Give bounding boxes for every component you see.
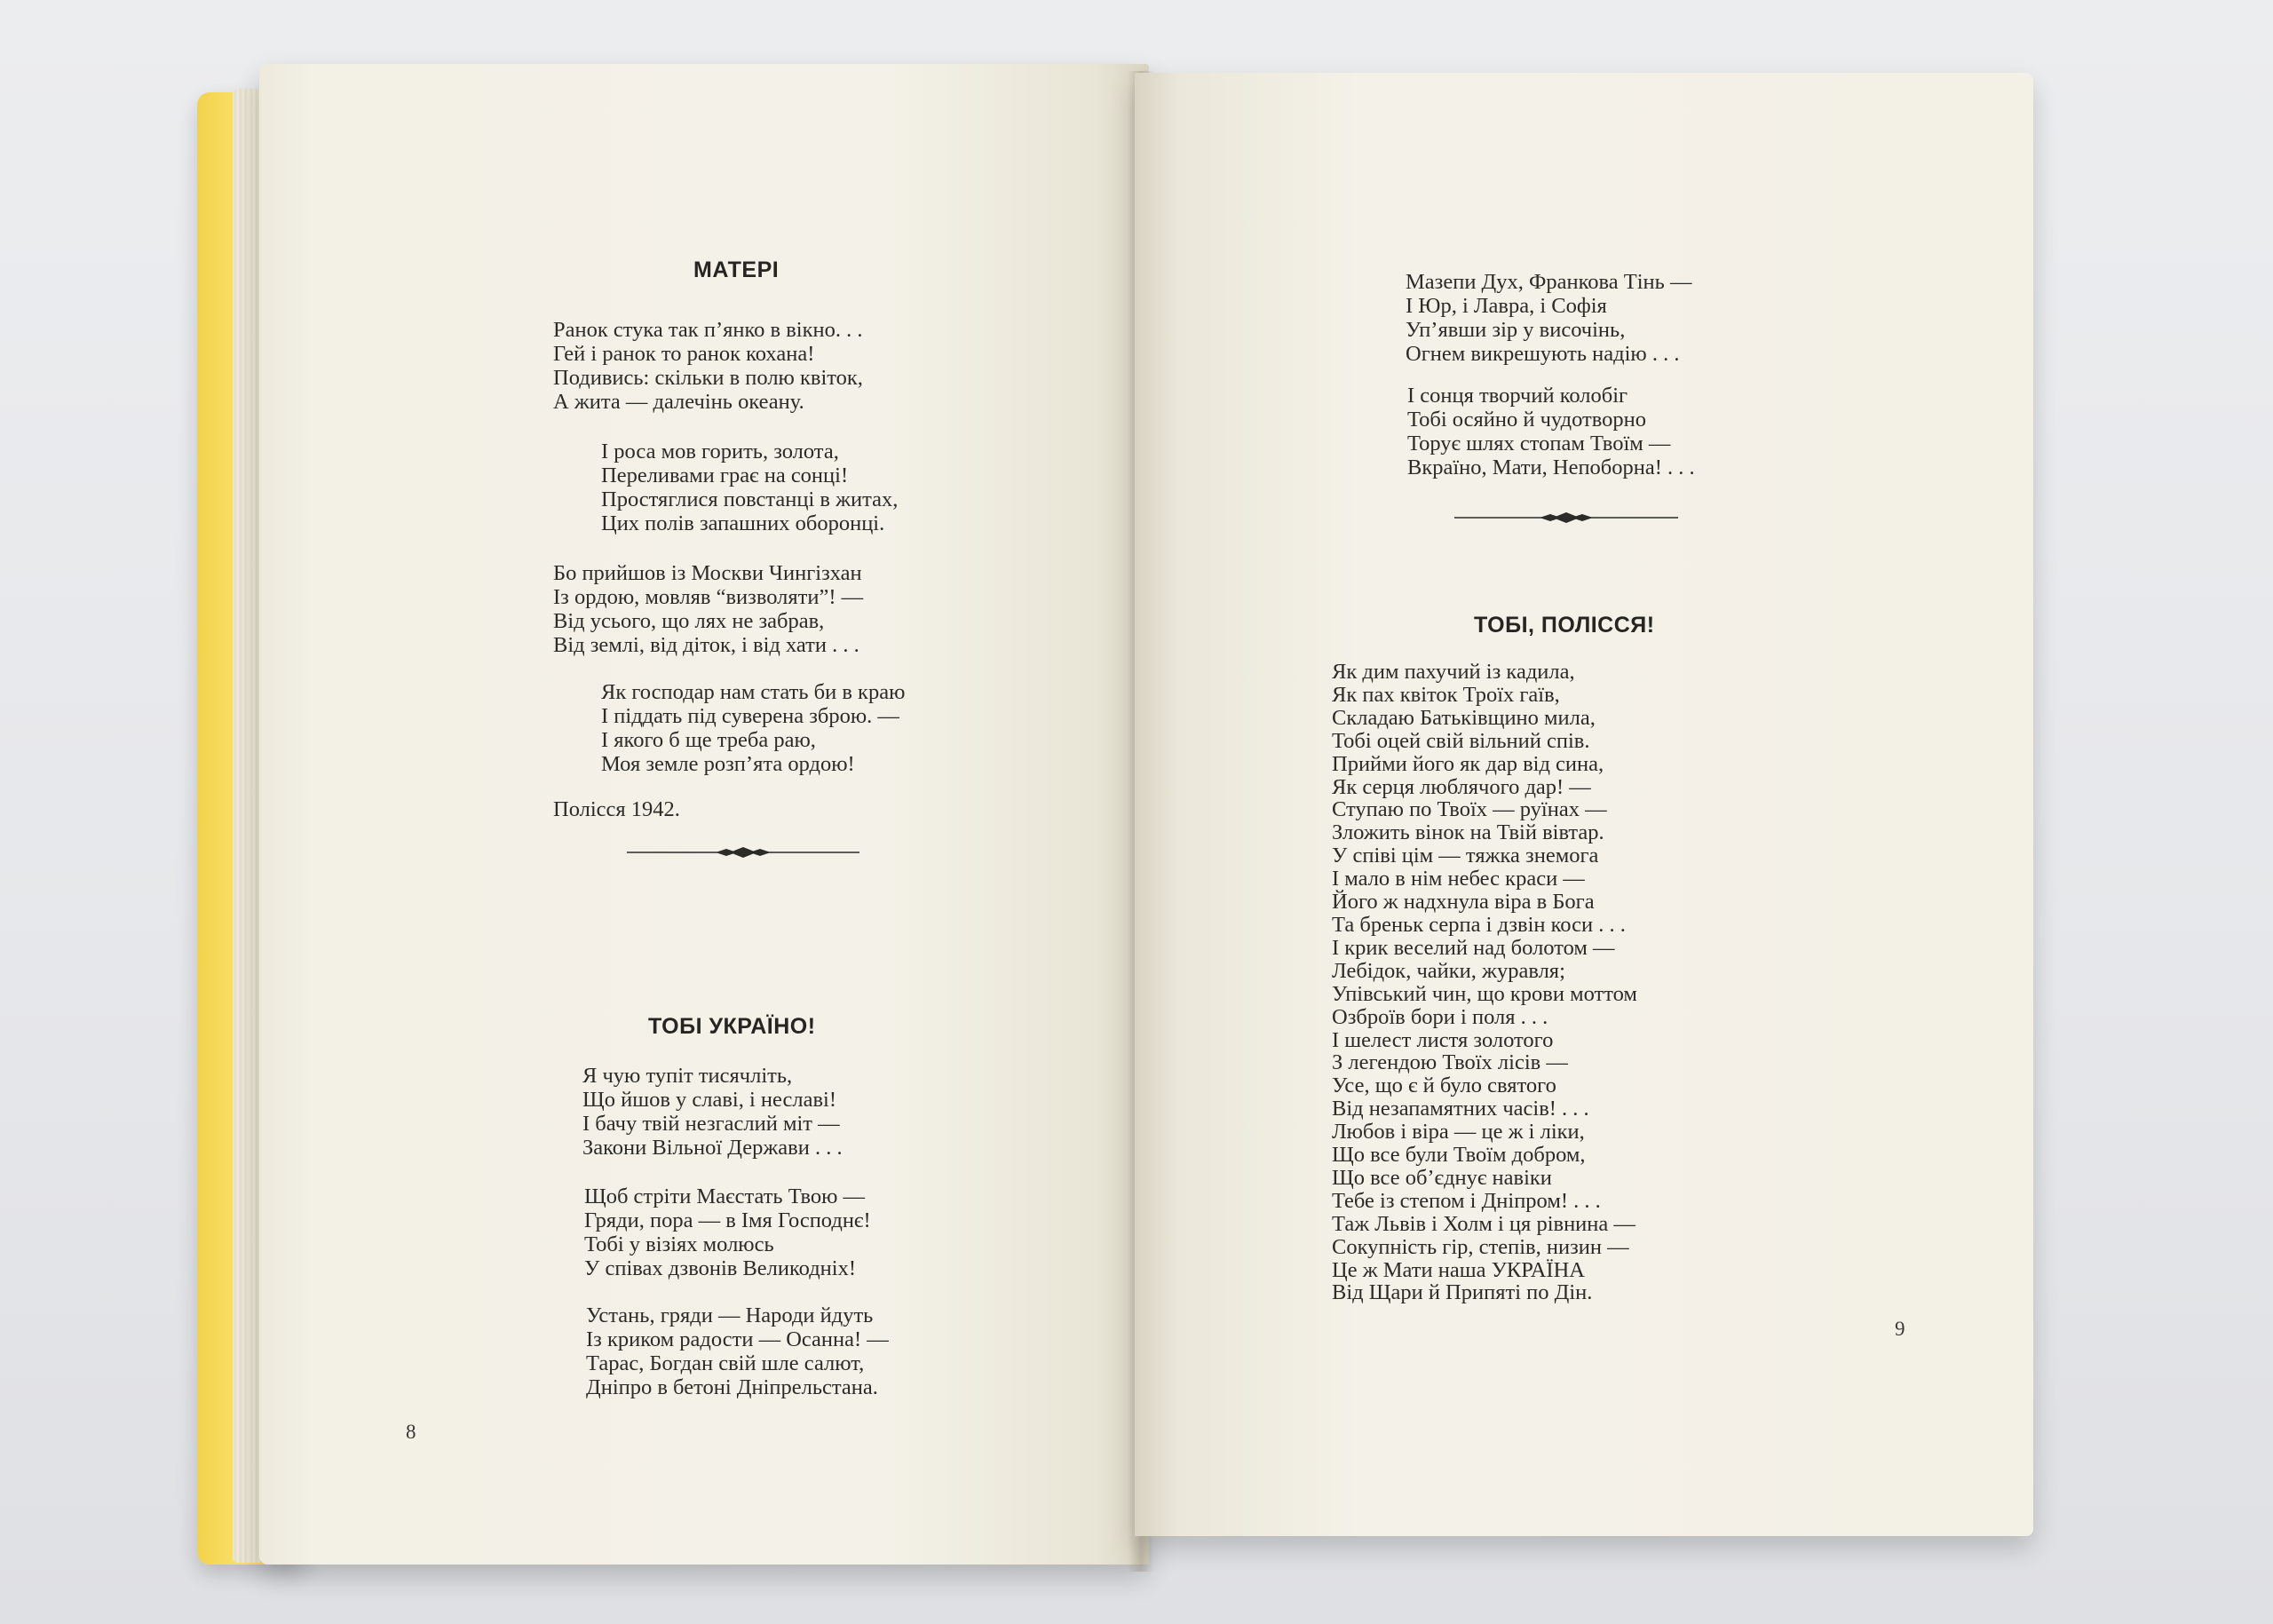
poem-line: Цих полів запашних оборонці. [601,511,885,535]
poem-line: Таж Львів і Холм і ця рівнина — [1332,1211,1635,1236]
poem-line: І піддать під суверена зброю. — [601,704,899,728]
poem-line: І бачу твій незгаслий міт — [582,1112,840,1136]
poem-line: Переливами грає на сонці! [601,463,849,487]
stanza [1406,270,1691,366]
poem-line: І шелест листя золотого [1332,1027,1554,1052]
poem-line: Уп’явши зір у височінь, [1406,318,1626,342]
stanza [582,1064,843,1160]
poem-line: Щоб стріти Маєстать Твою — [584,1184,866,1208]
poem-title-materi: МАТЕРІ [693,257,780,282]
poem-line: Тобі осяйно й чудотворно [1407,408,1646,432]
poem-title-tobi-ukraino: ТОБІ УКРАЇНО! [648,1014,816,1039]
poem-line: Я чую тупіт тисячліть, [582,1064,793,1088]
poem-line: Подивись: скільки в полю квіток, [553,366,863,390]
stanza [553,318,863,414]
poem-line: Від усього, що лях не забрав, [553,609,825,633]
page-number-right: 9 [1895,1318,1905,1340]
poem-line: І мало в нім небес краси — [1332,867,1585,891]
stanza [584,1184,871,1280]
poem-line: Та бреньк серпа і дзвін коси . . . [1332,912,1626,937]
poem-line: Упівський чин, що крови моттом [1332,981,1637,1006]
right-page [1135,73,2033,1536]
poem-line: Що все були Твоїм добром, [1332,1143,1586,1168]
poem-line: Тобі у візіях молюсь [584,1232,774,1256]
poem-line: Любов і віра — це ж і ліки, [1332,1120,1585,1145]
poem-line: Що йшов у славі, і неславі! [582,1088,837,1112]
poem-place-date: Полісся 1942. [553,797,680,821]
poem-line: Як дим пахучий із кадила, [1332,660,1575,684]
poem-line: Із криком радости — Осанна! — [586,1327,889,1351]
poem-line: А жита — далечінь океану. [553,390,804,414]
poem-line: Бо прийшов із Москви Чингізхан [553,561,862,585]
poem-line: Як господар нам стать би в краю [601,680,906,704]
poem-line: Прийми його як дар від сина, [1332,751,1604,776]
poem-line: Складаю Батьківщино мила, [1332,705,1596,730]
poem-line: Гей і ранок то ранок кохана! [553,342,815,366]
poem-line: Від Щари й Припяті по Дін. [1332,1280,1593,1305]
poem-line: Лебідок, чайки, журавля; [1332,958,1565,983]
poem-line: І якого б ще треба раю, [601,728,816,752]
poem-line: Тобі оцей свій вільний спів. [1332,728,1590,753]
stanza [1332,661,1637,1304]
poem-line: Торує шлях стопам Твоїм — [1407,432,1671,456]
poem-title-tobi-polissia: ТОБІ, ПОЛІССЯ! [1474,613,1655,638]
poem-line: Тарас, Богдан свій шле салют, [586,1351,865,1375]
poem-line: Його ж надхнула віра в Бога [1332,890,1595,915]
poem-line: Простяглися повстанці в житах, [601,487,899,511]
ornament-divider [627,845,859,860]
stanza [586,1303,889,1399]
poem-line: Огнем викрешують надію . . . [1406,342,1680,366]
poem-line: І крик веселий над болотом — [1332,935,1615,960]
poem-line: І роса мов горить, золота, [601,440,839,463]
poem-line: Із ордою, мовляв “визволяти”! — [553,585,864,609]
poem-line: Це ж Мати наша УКРАЇНА [1332,1257,1585,1282]
stanza [601,440,898,535]
stanza [601,680,905,776]
poem-line: Зложить вінок на Твій вівтар. [1332,820,1604,845]
poem-line: Від землі, від діток, і від хати . . . [553,633,859,657]
poem-line: Устань, гряди — Народи йдуть [586,1303,874,1327]
poem-line: З легендою Твоїх лісів — [1332,1050,1568,1075]
poem-line: Вкраїно, Мати, Непоборна! . . . [1407,456,1695,479]
poem-line: Тебе із степом і Дніпром! . . . [1332,1188,1601,1213]
poem-line: Моя земле розп’ята ордою! [601,752,855,776]
poem-line: У співах дзвонів Великодніх! [584,1256,857,1280]
poem-line: І Юр, і Лавра, і Софія [1406,294,1607,318]
stanza [553,561,863,657]
poem-line: Усе, що є й було святого [1332,1073,1556,1098]
poem-line: Гряди, пора — в Імя Господнє! [584,1208,871,1232]
left-page [259,64,1149,1565]
poem-line: Що все об’єднує навіки [1332,1165,1552,1190]
poem-line: Озброїв бори і поля . . . [1332,1004,1548,1029]
poem-line: Як пах квіток Троїх гаїв, [1332,682,1560,707]
stanza [1407,384,1695,479]
poem-line: Від незапамятних часів! . . . [1332,1097,1589,1121]
poem-line: Сокупність гір, степів, низин — [1332,1234,1629,1259]
poem-line: Ранок стука так п’янко в вікно. . . [553,318,863,342]
poem-line: У співі цім — тяжка знемога [1332,844,1599,868]
poem-line: Дніпро в бетоні Дніпрельстана. [586,1375,878,1399]
poem-line: І сонця творчий колобіг [1407,384,1628,408]
poem-line: Ступаю по Твоїх — руїнах — [1332,797,1607,822]
page-number-left: 8 [406,1421,416,1443]
poem-line: Закони Вільної Держави . . . [582,1136,843,1160]
poem-line: Як серця люблячого дар! — [1332,774,1591,799]
ornament-divider [1454,511,1678,525]
poem-line: Мазепи Дух, Франкова Тінь — [1406,270,1692,294]
